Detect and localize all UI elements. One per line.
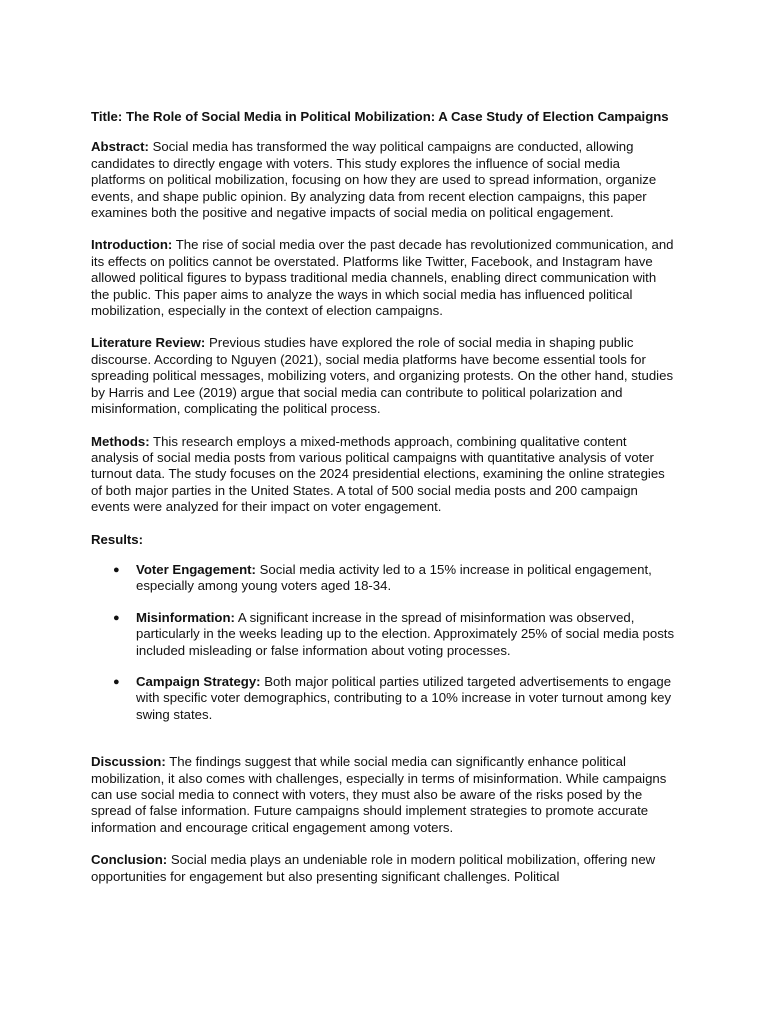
bullet-icon: ● xyxy=(113,675,120,688)
introduction-label: Introduction: xyxy=(91,237,173,253)
abstract-text: Social media has transformed the way political campaigns are conducted, allowing candidates to directly engage with voters. This study explores the influence of social media platforms on political mobilization, focusing on how they are used to spread information, organize events, and shape public opinion. By analyzing data from recent election campaigns, this paper examines both the positive and negative impacts of social media on political engagement. xyxy=(91,139,657,221)
title-text: The Role of Social Media in Political Mobilization: A Case Study of Election Campaigns xyxy=(125,109,669,124)
conclusion-text: Social media plays an undeniable role in modern political mobilization, offering new opportunities for engagement but also presenting significant challenges. Political xyxy=(91,852,656,884)
discussion-section xyxy=(91,754,676,836)
result-text: A significant increase in the spread of misinformation was observed, particularly in the weeks leading up to the election. Approximately 25% of social media posts included misleading or false information about voting processes. xyxy=(136,609,675,658)
methods-section xyxy=(91,434,676,516)
result-text: Both major political parties utilized targeted advertisements to engage with specific voter demographics, contributing to a 10% increase in voter turnout among key swing states. xyxy=(136,673,672,722)
title-label: Title: xyxy=(91,109,123,124)
discussion-label: Discussion: xyxy=(91,754,166,770)
literature-review-label: Literature Review: xyxy=(91,335,206,351)
list-item xyxy=(91,610,676,659)
introduction-text: The rise of social media over the past decade has revolutionized communication, and its effects on politics cannot be overstated. Platforms like Twitter, Facebook, and Instagram have allowed political figures to bypass traditional media channels, enabling direct communication with the public. This paper aims to analyze the ways in which social media has influenced political mobilization, especially in the context of election campaigns. xyxy=(91,237,674,319)
bullet-icon: ● xyxy=(113,563,120,576)
result-label: Campaign Strategy: xyxy=(136,673,261,689)
abstract-label: Abstract: xyxy=(91,139,149,155)
document-title xyxy=(91,109,676,125)
results-list xyxy=(91,562,676,723)
result-text: Social media activity led to a 15% increase in political engagement, especially among young voters aged 18-34. xyxy=(136,561,652,594)
methods-label: Methods: xyxy=(91,433,150,449)
result-label: Voter Engagement: xyxy=(136,561,256,577)
literature-review-text: Previous studies have explored the role of social media in shaping public discourse. According to Nguyen (2021), social media platforms have become essential tools for spreading political messages, mobilizing voters, and organizing protests. On the other hand, studies by Harris and Lee (2019) argue that social media can contribute to political polarization and misinformation, complicating the political process. xyxy=(91,335,674,417)
result-label: Misinformation: xyxy=(136,609,235,625)
list-item xyxy=(91,674,676,723)
discussion-text: The findings suggest that while social media can significantly enhance political mobilization, it also comes with challenges, especially in terms of misinformation. While campaigns can use social media to connect with voters, they must also be aware of the risks posed by the spread of false information. Future campaigns should implement strategies to promote accurate information and encourage critical engagement among voters. xyxy=(91,754,667,835)
conclusion-label: Conclusion: xyxy=(91,852,168,868)
methods-text: This research employs a mixed-methods approach, combining qualitative content analysis of social media posts from various political campaigns with quantitative analysis of voter turnout data. The study focuses on the 2024 presidential elections, examining the online strategies of both major parties in the United States. A total of 500 social media posts and 200 campaign events were analyzed for their impact on voter engagement. xyxy=(91,433,665,515)
abstract-section xyxy=(91,139,676,221)
bullet-icon: ● xyxy=(113,611,120,624)
introduction-section xyxy=(91,237,676,319)
results-heading: Results: xyxy=(91,531,144,547)
list-item xyxy=(91,562,676,595)
literature-review-section xyxy=(91,335,676,417)
conclusion-section xyxy=(91,852,676,885)
